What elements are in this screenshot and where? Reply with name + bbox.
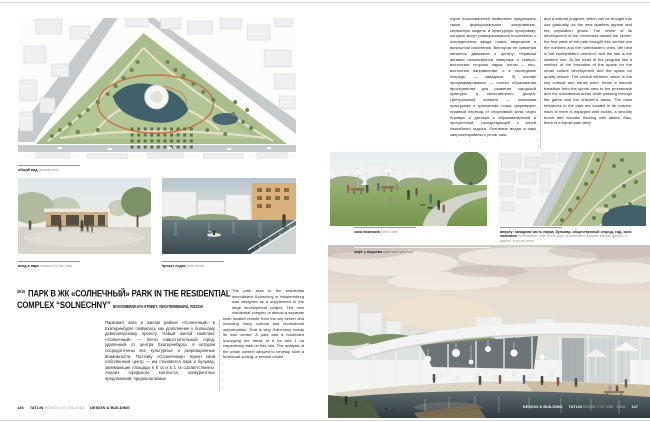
spread-bottom-edge <box>0 420 650 421</box>
figure-general-view <box>18 18 296 159</box>
caption-picnic-ru: зона пикников <box>354 230 380 234</box>
caption-cafe-ru: кафе у водоема <box>354 250 383 254</box>
article-title <box>17 286 234 313</box>
footer-left-issue: MONO 1·47·156 2016 <box>44 405 85 410</box>
footer-right-page-number: 147 <box>631 404 638 409</box>
title-ru: ПАРК В ЖК «СОЛНЕЧНЫЙ» <box>27 288 130 300</box>
caption-general-view-ru: общий вид <box>18 168 38 172</box>
body-en-left <box>223 288 304 368</box>
caption-general-view-en: general view <box>38 168 59 172</box>
figure-entrance <box>18 178 151 254</box>
title-wrap-spacer <box>223 288 232 315</box>
caption-cafe <box>354 250 514 254</box>
title-en: PARK IN THE RESIDENTIAL COMPLEX “SOLNECHNY” <box>17 288 231 311</box>
footer-left-section: DESIGN & BUILDING <box>90 405 130 410</box>
footer-left <box>17 405 130 410</box>
caption-rule-cafe <box>354 247 490 248</box>
caption-general-view <box>18 168 218 172</box>
caption-entrance-ru: вход в парк <box>18 264 39 268</box>
caption-rule-western <box>500 227 562 228</box>
figure-boat-rental <box>162 178 296 254</box>
boat-rental-illustration <box>162 178 296 254</box>
column-separator-right <box>540 17 541 148</box>
footer-left-page-number: 146 <box>17 405 24 410</box>
cafe-illustration <box>328 245 650 418</box>
caption-entrance <box>18 264 148 268</box>
footer-right-section: DESIGN & BUILDING <box>522 404 563 409</box>
caption-western-en: northwestern part of the park, a boulevard, a public kitchen garden, a garden, a picnic area <box>500 234 628 243</box>
spread-top-edge <box>0 2 650 3</box>
title-address: NOVOSIBIRSKAYA STREET, YEKATERINBURG, RUSSIA <box>112 304 204 309</box>
footer-right <box>523 404 638 409</box>
caption-boat-en: boat rental <box>186 264 204 268</box>
body-ru-left: Парковая зона в жилом районе «Солнечный» в Екатеринбурге появилась как дополнение к большому девелоперскому проекту. Новый жилой комплекс «Солнечный» — почти самостоятельный город, удаленный от центра Екатеринбурга, в котором сосредоточены все культурные и рекреационные возможности. Поэтому «Солнечному» нужен свой собственный центр — им становятся парк и бульвар, занимающие площади в 6 га и в 1 га соответственно. Анализ городского контекста, конкурентных предложений, предполагаемых <box>105 320 215 381</box>
picnic-area-illustration <box>330 152 487 226</box>
caption-rule-picnic <box>354 227 416 228</box>
caption-boat <box>162 264 292 268</box>
caption-rule-boat <box>162 261 224 262</box>
figure-cafe <box>328 245 650 418</box>
general-view-illustration <box>18 18 296 159</box>
caption-western-ru: вверху: западная часть парка: бульвар, общественный огород, сад, зона пикников <box>500 230 632 239</box>
caption-rule-general-view <box>18 165 80 166</box>
column-ru-right: групп пользователей позволили предложить такое функциональное зонирование, сервисную модель и культурную программу, которые могут разворачиваться постепенно с очередностью ввода новых кварталов и приростом населения. Вектором ее освоения является движение к центру: первыми активно используются северные и северо-восточные стороны парка, потом — юго-восточное направление, и в последнюю очередь — западные. В основе программирования — синтез образования пространства для развития городской культуры и качественного досуга. Центральный элемент — ключевая культурная и транзитная точка, формируют плавный переход от спортивной зоны через игровую и детскую к образовательной и прогулочной, соседствующей с зоной спокойного отдыха. Основные входы в парк запроектированы с углов, каж- <box>450 16 536 137</box>
column-separator-left <box>219 320 220 392</box>
figure-western-part <box>498 152 646 226</box>
body-en-left-text: The park area in the residential microdistrict Solnechny in Yekaterinburg was designed as a supplement to the large development project. The new residential complex is almost a separate town located remote from the city center and including many cultural and recreational opportunities. That is why Solnechny needs its own center. A park and a boulevard occupying the areas of 6 ha and 1 ha respectively take on this role. The analysis of the urban context allowed to develop such a functional zoning, a service model <box>223 288 304 359</box>
footer-left-brand: TATLIN <box>29 405 44 410</box>
caption-rule-entrance <box>18 261 80 262</box>
footer-right-issue: MONO 1·47·156 · 2016 <box>583 404 626 409</box>
caption-boat-ru: прокат лодок <box>162 264 186 268</box>
column-en-right: and a cultural program, which can be brought into use gradually, as the new quarters appear and the population grows. The vector of its development is the movement toward the center: the first parts of the park brought into service are the northern and the northeastern ones, the next is the southeastern direction, and the last is the western one. At the heart of the program lies a method of the formation of the space for the urban culture development and the space for quality leisure. The central element, which is the key cultural and transit point, forms a smooth transition from the sports area to the promenade and the educational areas while passing through the game and the children’s areas. The main entrances to the park are located in its corners; each of them is equipped with kiosks, a security booth and wooden flooring with tables. Also, there is a transit park alley <box>544 16 632 126</box>
caption-entrance-en: entrance to the park <box>39 264 72 268</box>
caption-cafe-en: café near the pond <box>383 250 414 254</box>
footer-right-brand: TATLIN <box>568 404 583 409</box>
caption-picnic-en: picnic area <box>380 230 399 234</box>
figure-picnic-area <box>330 152 487 226</box>
title-year: 2015 <box>17 289 26 294</box>
entrance-illustration <box>18 178 151 254</box>
caption-picnic <box>354 230 484 234</box>
western-part-illustration <box>498 152 646 226</box>
caption-western <box>500 230 640 243</box>
